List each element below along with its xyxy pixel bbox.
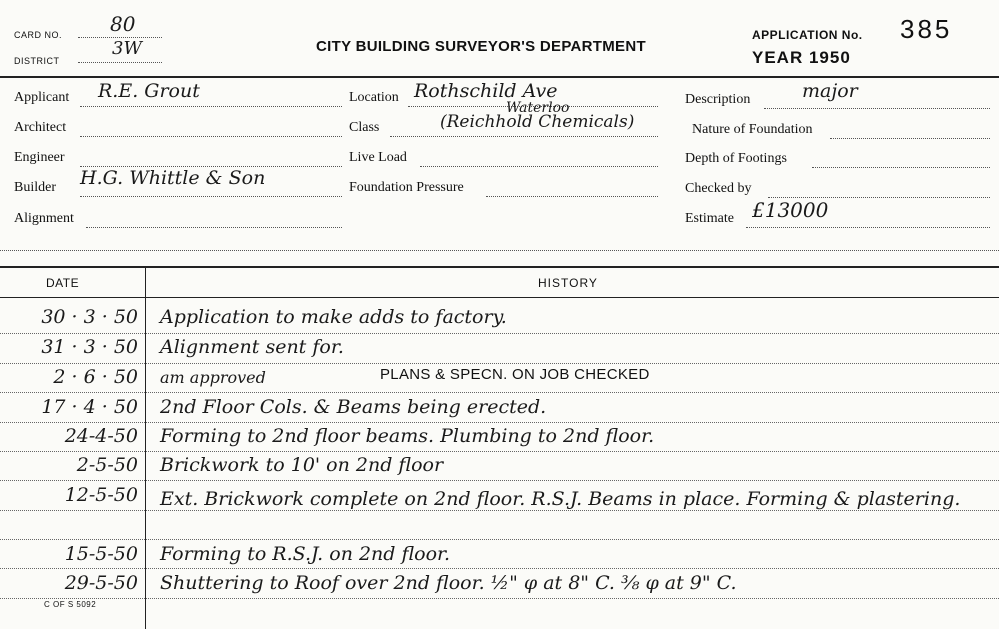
- district-value: 3W: [112, 38, 142, 59]
- history-text: Forming to 2nd floor beams. Plumbing to 2nd floor.: [160, 425, 655, 447]
- history-date: 30 · 3 · 50: [41, 306, 138, 328]
- field-label-applicant: Applicant: [14, 90, 70, 105]
- history-line: [0, 363, 999, 364]
- history-line: [0, 422, 999, 423]
- field-label-architect: Architect: [14, 120, 67, 135]
- history-top-rule: [0, 266, 999, 268]
- district-label: DISTRICT: [14, 56, 60, 66]
- history-line: [0, 539, 999, 540]
- field-label-class: Class: [349, 120, 380, 135]
- history-text: Alignment sent for.: [160, 336, 344, 358]
- field-line-class: [390, 136, 658, 137]
- field-line-foundation-pressure: [486, 196, 658, 197]
- field-value-class: (Reichhold Chemicals): [440, 112, 635, 132]
- field-line-alignment: [86, 227, 342, 228]
- history-header-rule: [0, 297, 999, 298]
- field-label-depth-of-footings: Depth of Footings: [685, 151, 787, 166]
- form-code: C OF S 5092: [44, 600, 97, 609]
- year-label: YEAR 1950: [752, 48, 851, 67]
- history-date: 24-4-50: [64, 425, 138, 447]
- application-number: 385: [900, 14, 953, 44]
- card-number-value: 80: [110, 12, 136, 36]
- history-date: 31 · 3 · 50: [41, 336, 138, 358]
- field-line-nature-of-foundation: [830, 138, 990, 139]
- history-text: Ext. Brickwork complete on 2nd floor. R.S.J. Beams in place. Forming & plastering.: [160, 488, 961, 510]
- field-note-class: Waterloo: [506, 100, 570, 116]
- department-title: CITY BUILDING SURVEYOR'S DEPARTMENT: [316, 38, 646, 55]
- district-line: [78, 62, 162, 63]
- history-line: [0, 568, 999, 569]
- field-label-description: Description: [685, 92, 751, 107]
- history-line: [0, 333, 999, 334]
- field-value-applicant: R.E. Grout: [98, 80, 200, 102]
- field-line-estimate: [746, 227, 990, 228]
- field-label-builder: Builder: [14, 180, 56, 195]
- field-value-builder: H.G. Whittle & Son: [80, 167, 266, 189]
- history-date: 15-5-50: [64, 543, 138, 565]
- history-text: Application to make adds to factory.: [160, 306, 507, 328]
- date-column-divider: [145, 268, 146, 629]
- date-column-header: DATE: [46, 276, 80, 290]
- field-line-depth-of-footings: [812, 167, 990, 168]
- field-label-nature-of-foundation: Nature of Foundation: [692, 122, 813, 137]
- history-text: 2nd Floor Cols. & Beams being erected.: [160, 396, 547, 418]
- field-value-description: major: [802, 80, 858, 102]
- history-line: [0, 598, 999, 599]
- history-date: 29-5-50: [64, 572, 138, 594]
- history-text: Shuttering to Roof over 2nd floor. ½" φ at 8" C. ⅜ φ at 9" C.: [160, 572, 737, 594]
- history-date: 17 · 4 · 50: [41, 396, 138, 418]
- field-label-location: Location: [349, 90, 399, 105]
- history-line: [0, 392, 999, 393]
- card-number-label: CARD NO.: [14, 30, 63, 40]
- field-value-estimate: £13000: [752, 198, 829, 222]
- field-line-description: [764, 108, 990, 109]
- field-label-foundation-pressure: Foundation Pressure: [349, 180, 464, 195]
- field-line-architect: [80, 136, 342, 137]
- history-stamp: PLANS & SPECN. ON JOB CHECKED: [380, 366, 650, 383]
- history-date: 2-5-50: [76, 454, 138, 476]
- history-text: Brickwork to 10' on 2nd floor: [160, 454, 444, 476]
- field-label-checked-by: Checked by: [685, 181, 752, 196]
- field-label-estimate: Estimate: [685, 211, 734, 226]
- field-value-location: Rothschild Ave: [414, 80, 558, 102]
- header-rule: [0, 76, 999, 78]
- field-line-applicant: [80, 106, 342, 107]
- history-text: Forming to R.S.J. on 2nd floor.: [160, 543, 451, 565]
- history-text: am approved: [160, 368, 266, 387]
- history-date: 12-5-50: [64, 484, 138, 506]
- application-label: APPLICATION No.: [752, 28, 863, 42]
- fields-bottom-line: [0, 250, 999, 251]
- field-line-live-load: [420, 166, 658, 167]
- history-column-header: HISTORY: [538, 276, 598, 290]
- history-line: [0, 451, 999, 452]
- field-label-live-load: Live Load: [349, 150, 407, 165]
- field-label-engineer: Engineer: [14, 150, 65, 165]
- history-date: 2 · 6 · 50: [53, 366, 138, 388]
- field-line-builder: [80, 196, 342, 197]
- history-line: [0, 480, 999, 481]
- field-label-alignment: Alignment: [14, 211, 74, 226]
